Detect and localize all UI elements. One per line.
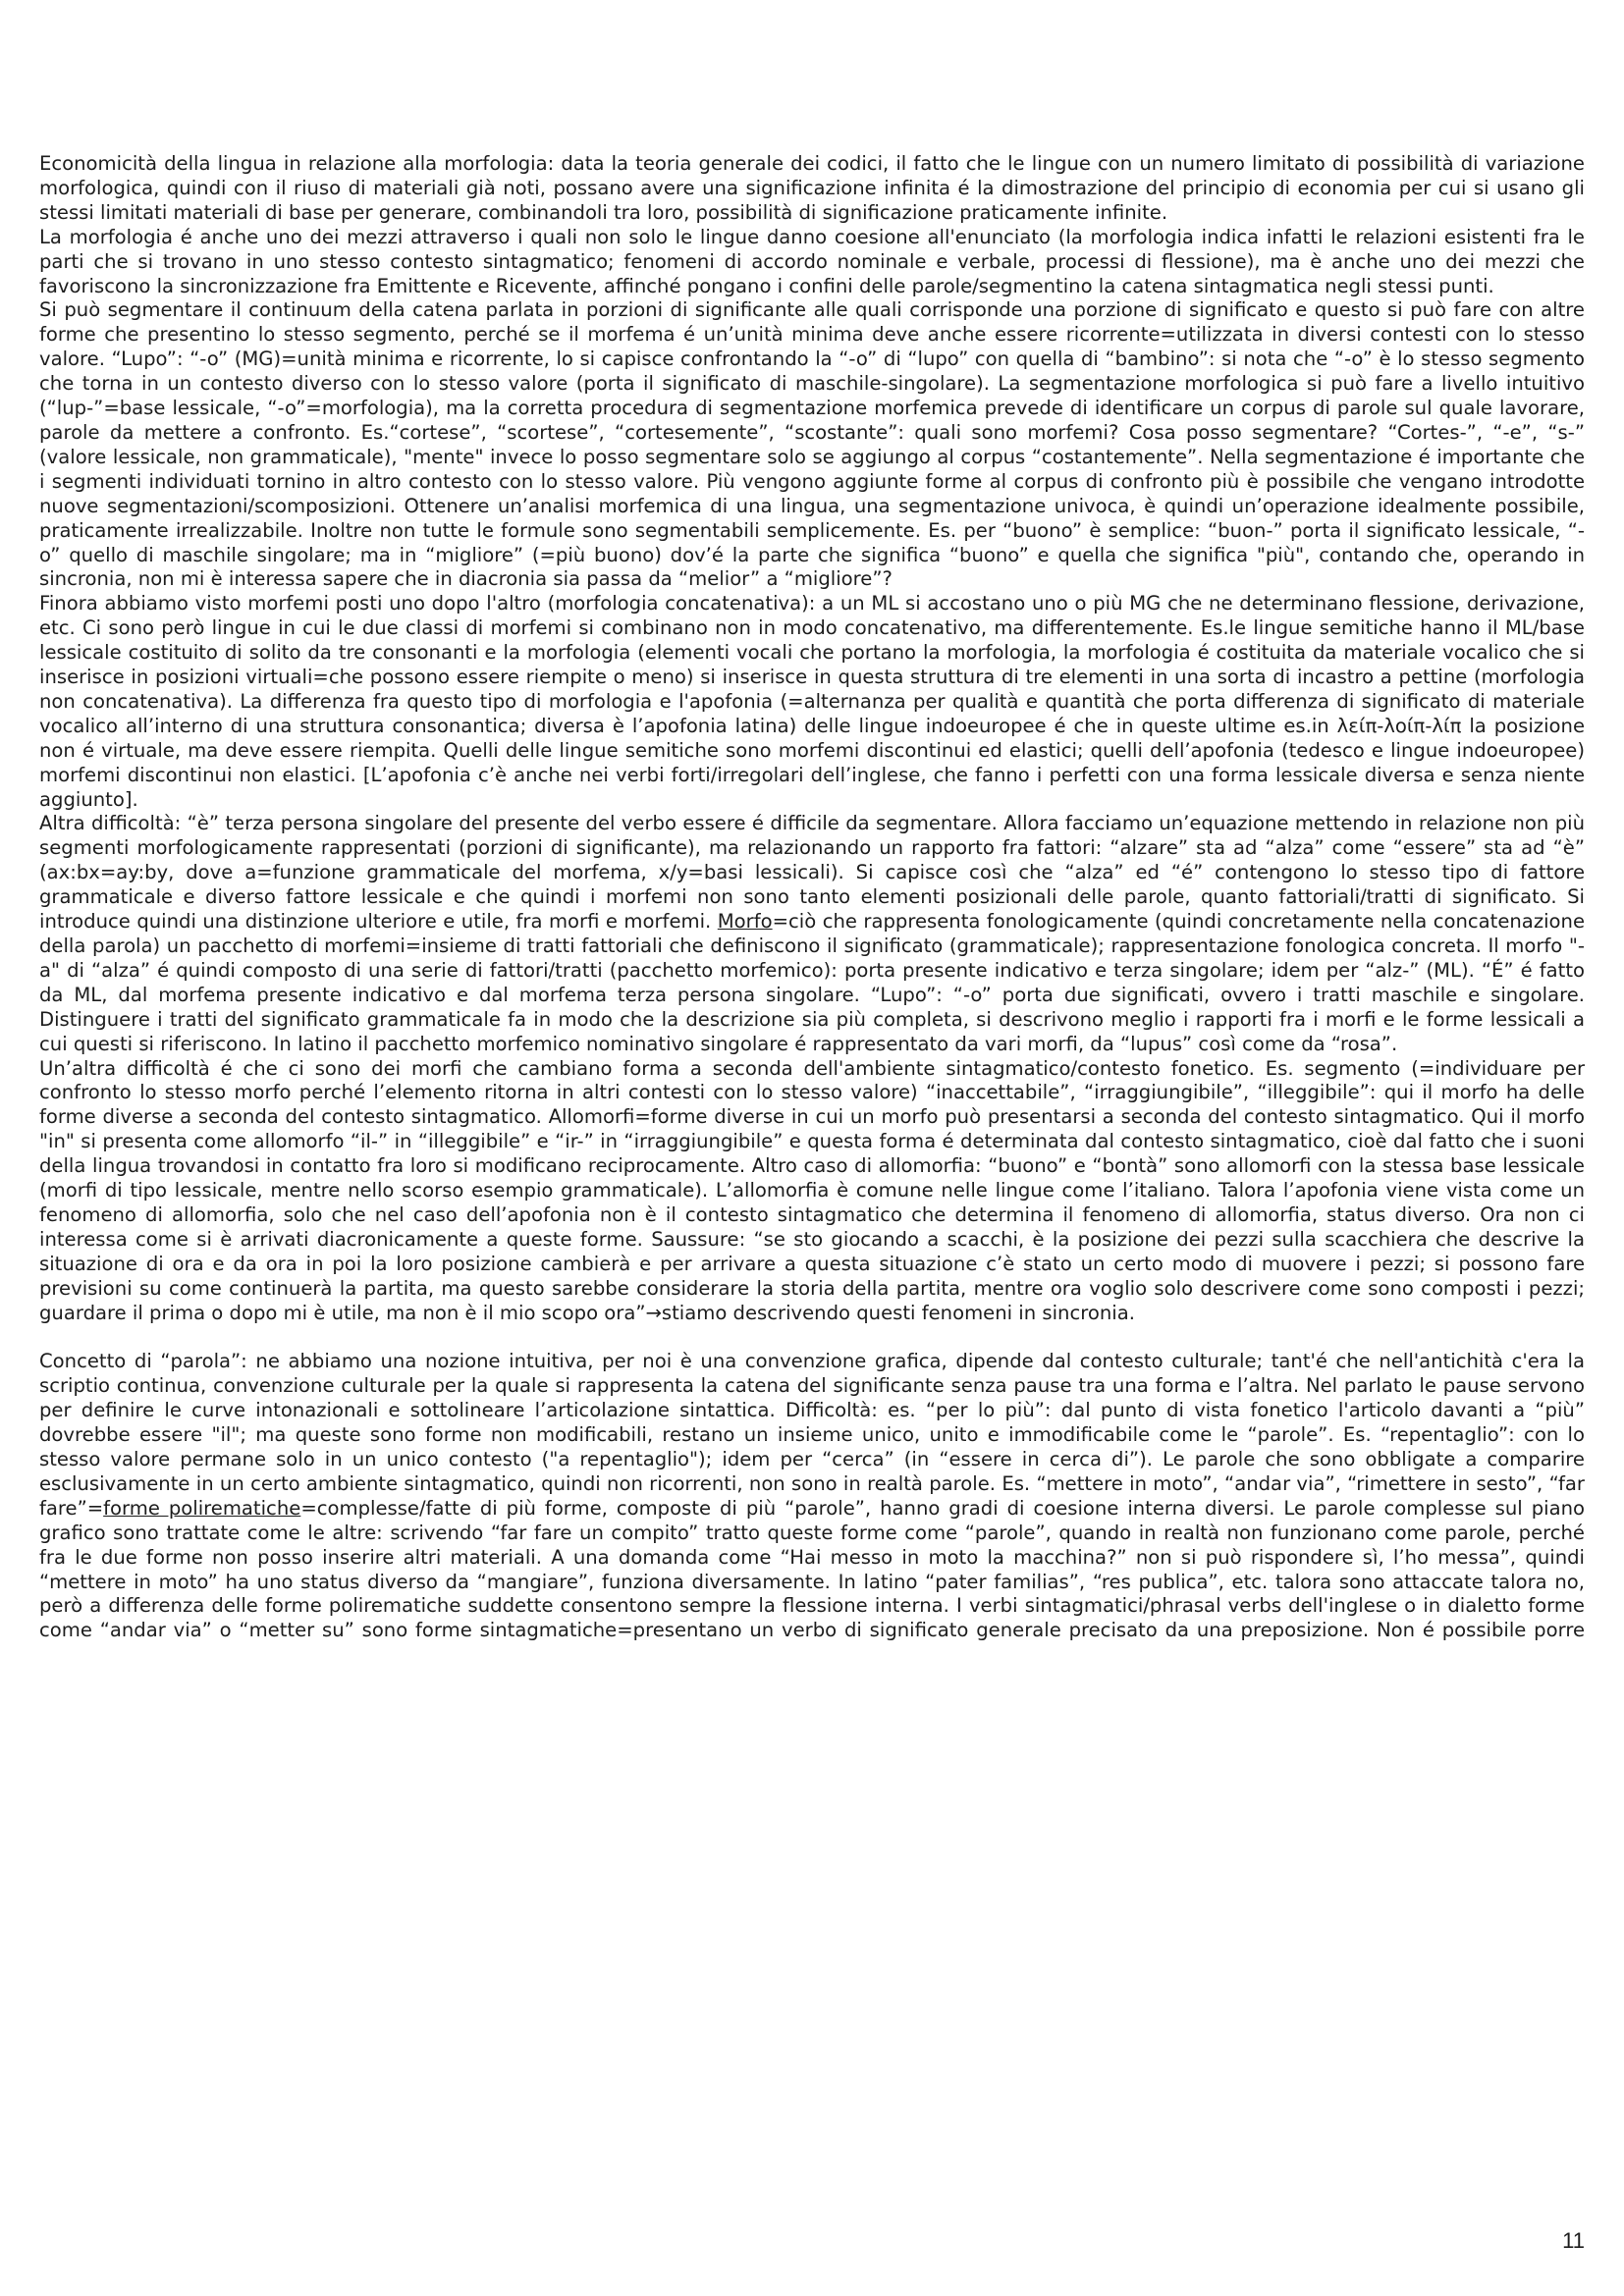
- paragraph-morfologia-concatenativa: Finora abbiamo visto morfemi posti uno dopo l'altro (morfologia concatenativa): a un ML si accostano uno o più MG che ne determinano flessione, derivazione, etc. Ci sono però lingue in cui le due classi di morfemi si combinano non in modo concatenativo, ma differentemente. Es.le lingue semitiche hanno il ML/base lessicale costituito di solito da tre consonanti e la morfologia (elementi vocali che portano la morfologia, la morfologia é costituita da materiale vocalico che si inserisce in posizioni virtuali=che possono essere riempite o meno) si inserisce in questa struttura di tre elementi in una sorta di incastro a pettine (morfologia non concatenativa). La differenza fra questo tipo di morfologia e l'apofonia (=alternanza per qualità e quantità che porta differenza di significato di materiale vocalico all’interno di una struttura consonantica; diversa è l’apofonia latina) delle lingue indoeuropee é che in queste ultime es.in λείπ-λοίπ-λίπ la posizione non é virtuale, ma deve essere riempita. Quelli delle lingue semitiche sono morfemi discontinui ed elastici; quelli dell’apofonia (tedesco e lingue indoeuropee) morfemi discontinui non elastici. [L’apofonia c’è anche nei verbi forti/irregolari dell’inglese, che fanno i perfetti con una forma lessicale diversa e senza niente aggiunto].: [39, 592, 1585, 811]
- paragraph-parola: [39, 1350, 1585, 1643]
- paragraph-parola-text: Concetto di “parola”: ne abbiamo una nozione intuitiva, per noi è una convenzione grafica, dipende dal contesto culturale; tant'é che nell'antichità c'era la scriptio continua, convenzione culturale per la quale si rappresenta la catena del significante senza pause tra una forma e l’altra. Nel parlato le pause servono per definire le curve intonazionali e sottolineare l’articolazione sintattica. Difficoltà: es. “per lo più”: dal punto di vista fonetico l'articolo davanti a “più” dovrebbe essere "il"; ma queste sono forme non modificabili, restano un insieme unico, unito e immodificabile come le “parole”. Es. “repentaglio”: con lo stesso valore permane solo in un unico contesto ("a repentaglio"); idem per “cerca” (in “essere in cerca di”). Le parole che sono obbligate a comparire esclusivamente in un certo ambiente sintagmatico, quindi non ricorrenti, non sono in realtà parole. Es. “mettere in moto”, “andar via”, “rimettere in sesto”, “far fare”=: [39, 1350, 1585, 1520]
- paragraph-coesione: La morfologia é anche uno dei mezzi attraverso i quali non solo le lingue danno coesione all'enunciato (la morfologia indica infatti le relazioni esistenti fra le parti che si trovano in uno stesso contesto sintagmatico; fenomeni di accordo nominale e verbale, processi di flessione), ma è anche uno dei mezzi che favoriscono la sincronizzazione fra Emittente e Ricevente, affinché pongano i confini delle parole/segmentino la catena sintagmatica negli stessi punti.: [39, 225, 1585, 297]
- paragraph-economicita: Economicità della lingua in relazione alla morfologia: data la teoria generale dei codici, il fatto che le lingue con un numero limitato di possibilità di variazione morfologica, quindi con il riuso di materiali già noti, possano avere una significazione infinita é la dimostrazione del principio di economia per cui si usano gli stessi limitati materiali di base per generare, combinandoli tra loro, possibilità di significazione praticamente infinite.: [39, 152, 1585, 224]
- paragraph-allomorfi: Un’altra difficoltà é che ci sono dei morfi che cambiano forma a seconda dell'ambiente sintagmatico/contesto fonetico. Es. segmento (=individuare per confronto lo stesso morfo perché l’elemento ritorna in altri contesti con lo stesso valore) “inaccettabile”, “irraggiungibile”, “illeggibile”: qui il morfo ha delle forme diverse a seconda del contesto sintagmatico. Allomorfi=forme diverse in cui un morfo può presentarsi a seconda del contesto sintagmatico. Qui il morfo "in" si presenta come allomorfo “il-” in “illeggibile” e “ir-” in “irraggiungibile” e questa forma é determinata dal contesto sintagmatico, cioè dal fatto che i suoni della lingua trovandosi in contatto fra loro si modificano reciprocamente. Altro caso di allomorfia: “buono” e “bontà” sono allomorfi con la stessa base lessicale (morfi di tipo lessicale, mentre nello scorso esempio grammaticale). L’allomorfia è comune nelle lingue come l’italiano. Talora l’apofonia viene vista come un fenomeno di allomorfia, solo che nel caso dell’apofonia non è il contesto sintagmatico che determina il fenomeno di allomorfia, status diverso. Ora non ci interessa come si è arrivati diacronicamente a queste forme. Saussure: “se sto giocando a scacchi, è la posizione dei pezzi sulla scacchiera che descrive la situazione di ora e da ora in poi la loro posizione cambierà e per arrivare a questa situazione c’è stato un certo modo di muovere i pezzi; si possono fare previsioni su come continuerà la partita, ma questo sarebbe considerare la storia della partita, mentre ora voglio solo descrivere come sono composti i pezzi; guardare il prima o dopo mi è utile, ma non è il mio scopo ora”→stiamo descrivendo questi fenomeni in sincronia.: [39, 1056, 1585, 1324]
- paragraph-morfi-morfemi: [39, 812, 1585, 1056]
- term-forme-polirematiche: forme polirematiche: [103, 1496, 301, 1520]
- page-number: 11: [1562, 2228, 1585, 2253]
- paragraph-segmentazione: Si può segmentare il continuum della catena parlata in porzioni di significante alle quali corrisponde una porzione di significato e questo si può fare con altre forme che presentino lo stesso segmento, perché se il morfema é un’unità minima deve anche essere ricorrente=utilizzata in diversi contesti con lo stesso valore. “Lupo”: “-o” (MG)=unità minima e ricorrente, lo si capisce confrontando la “-o” di “lupo” con quella di “bambino”: si nota che “-o” è lo stesso segmento che torna in un contesto diverso con lo stesso valore (porta il significato di maschile-singolare). La segmentazione morfologica si può fare a livello intuitivo (“lup-”=base lessicale, “-o”=morfologia), ma la corretta procedura di segmentazione morfemica prevede di identificare un corpus di parole sul quale lavorare, parole da mettere a confronto. Es.“cortese”, “scortese”, “cortesemente”, “scostante”: quali sono morfemi? Cosa posso segmentare? “Cortes-”, “-e”, “s-” (valore lessicale, non grammaticale), "mente" invece lo posso segmentare solo se aggiungo al corpus “costantemente”. Nella segmentazione é importante che i segmenti individuati tornino in altro contesto con lo stesso valore. Più vengono aggiunte forme al corpus di confronto più è possibile che vengano introdotte nuove segmentazioni/scomposizioni. Ottenere un’analisi morfemica di una lingua, una segmentazione univoca, è quindi un’operazione idealmente possibile, praticamente irrealizzabile. Inoltre non tutte le formule sono segmentabili semplicemente. Es. per “buono” è semplice: “buon-” porta il significato lessicale, “-o” quello di maschile singolare; ma in “migliore” (=più buono) dov’é la parte che significa “buono” e quella che significa "più", contando che, operando in sincronia, non mi è interessa sapere che in diacronia sia passa da “melior” a “migliore”?: [39, 298, 1585, 591]
- paragraph-morfi-morfemi-text: Altra difficoltà: “è” terza persona singolare del presente del verbo essere é difficile da segmentare. Allora facciamo un’equazione mettendo in relazione non più segmenti morfologicamente rappresentati (porzioni di significante), ma relazionando un rapporto fra fattori: “alzare” sta ad “alza” come “essere” sta ad “è” (ax:bx=ay:by, dove a=funzione grammaticale del morfema, x/y=basi lessicali). Si capisce così che “alza” ed “é” contengono lo stesso tipo di fattore grammaticale e diverso fattore lessicale e che quindi i morfemi non sono tanto elementi posizionali delle parole, quanto fattoriali/tratti di significato. Si introduce quindi una distinzione ulteriore e utile, fra morfi e morfemi.: [39, 812, 1585, 934]
- term-morfo: Morfo: [717, 910, 773, 934]
- document-body: [39, 152, 1585, 1643]
- paragraph-morfi-morfemi-cont: =ciò che rappresenta fonologicamente (quindi concretamente nella concatenazione della parola) un pacchetto di morfemi=insieme di tratti fattoriali che definiscono il significato (grammaticale); rappresentazione fonologica concreta. Il morfo "-a" di “alza” é quindi composto di una serie di fattori/tratti (pacchetto morfemico): porta presente indicativo e terza singolare; idem per “alz-” (ML). “É” é fatto da ML, dal morfema presente indicativo e dal morfema terza persona singolare. “Lupo”: “-o” porta due significati, ovvero i tratti maschile e singolare. Distinguere i tratti del significato grammaticale fa in modo che la descrizione sia più completa, si descrivono meglio i rapporti fra i morfi e le forme lessicali a cui questi si riferiscono. In latino il pacchetto morfemico nominativo singolare é rappresentato da vari morfi, da “lupus” così come da “rosa”.: [39, 910, 1586, 1055]
- paragraph-parola-cont: =complesse/fatte di più forme, composte di più “parole”, hanno gradi di coesione interna diversi. Le parole complesse sul piano grafico sono trattate come le altre: scrivendo “far fare un compito” tratto queste forme come “parole”, quando in realtà non funzionano come parole, perché fra le due forme non posso inserire altri materiali. A una domanda come “Hai messo in moto la macchina?” non si può rispondere sì, l’ho messa”, quindi “mettere in moto” ha uno status diverso da “mangiare”, funziona diversamente. In latino “pater familias”, “res publica”, etc. talora sono attaccate talora no, però a differenza delle forme polirematiche suddette consentono sempre la flessione interna. I verbi sintagmatici/phrasal verbs dell'inglese o in dialetto forme come “andar via” o “metter su” sono forme sintagmatiche=presentano un verbo di significato generale precisato da una preposizione. Non é possibile porre: [39, 1496, 1585, 1642]
